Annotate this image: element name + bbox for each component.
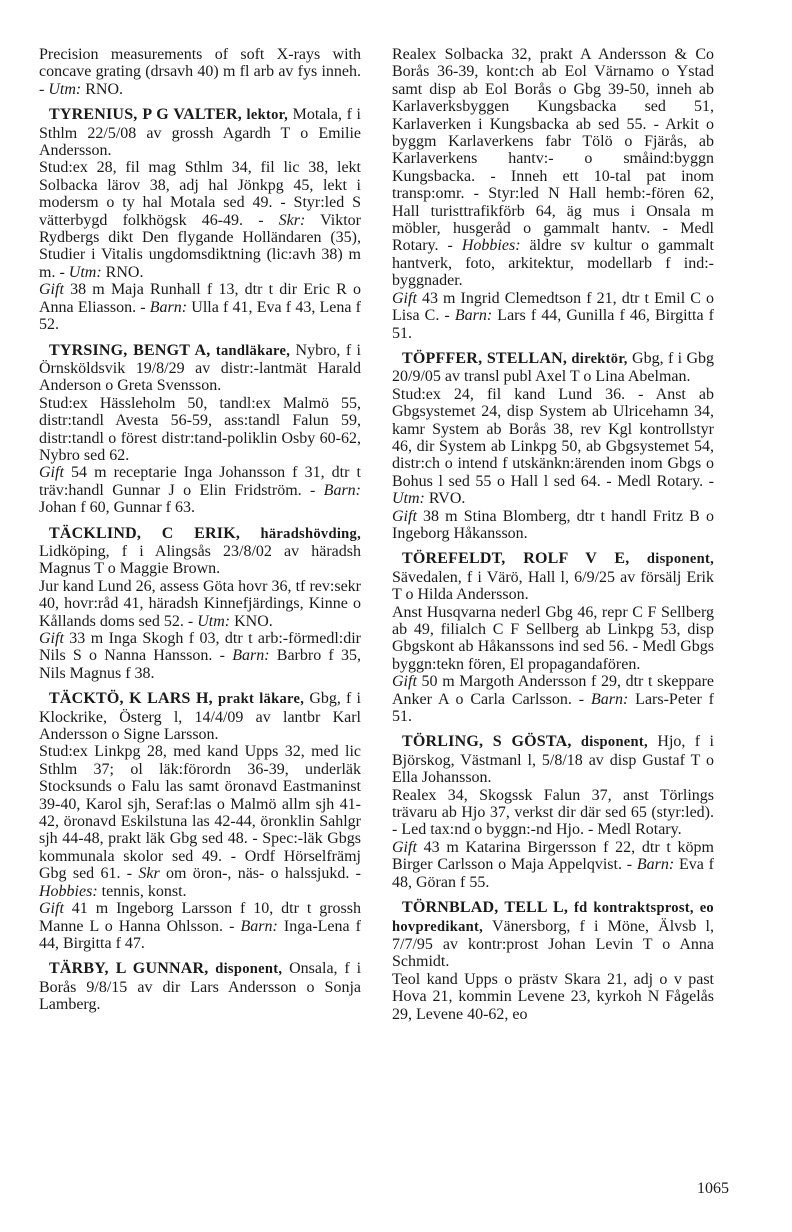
entry-text: om öron-, näs- o halssjukd. - [159,865,362,883]
entry-heading-paragraph [39,690,361,743]
section-label: Gift [392,507,417,525]
entry-heading-paragraph [392,550,714,603]
entry-paragraph [39,395,361,465]
person-title: häradshövding, [240,525,361,542]
entry-heading-paragraph [39,960,361,1013]
biography-entry [39,960,361,1013]
section-label: Barn: [240,917,278,935]
entry-paragraph [392,673,714,725]
entry-text: Stud:ex 28, fil mag Sthlm 34, fil lic 38, lekt Solbacka lärov 38, adj hal Jönkpg 45, lekt i modersm o ty hal Motala sed 49. - Styr:led S vätterbygd folkhögsk 46-49. - [39,159,361,229]
entry-text: Teol kand Upps o prästv Skara 21, adj o v past Hova 21, kommin Levene 23, kyrkoh N Fågelås 29, Levene 40-62, eo [392,970,714,1023]
biography-entry [39,106,361,333]
entry-text: 43 m Ingrid Clemedtson f 21, dtr t Emil C o Lisa C. - [392,289,714,325]
entry-continuation [392,46,714,342]
section-label: Barn: [149,298,188,316]
entry-text: Realex 34, Skogssk Falun 37, anst Törlings trävaru ab Hjo 37, verkst dir där sed 65 (styr:led). - Led tax:nd o byggn:-nd Hjo. - Medl Rotary. [392,786,714,839]
entry-paragraph [39,281,361,333]
entry-text: Jur kand Lund 26, assess Göta hovr 36, tf rev:sekr 40, hovr:råd 41, häradsh Kinnefjärdings, Kinne o Kållands doms sed 52. - [39,577,361,630]
entry-text: Realex Solbacka 32, prakt A Andersson & Co Borås 36-39, kont:ch ab Eol Värnamo o Ystad samt disp ab Eol Borås o Gbg 39-50, inneh ab Karlaverksbyggen Kungsbacka sed 51, Karlaverken i Kungsbacka ab sed 55. - Arkit o byggm Karlaverkens fabr Tölö o Fjärås, ab Karlaverkens hantv:- o småind:byggn Kungsbacka. - Inneh ett 10-tal pat inom transp:omr. - Styr:led N Hall hemb:-fören 62, Hall turisttrafikförb 64, äg mus i Onsala m möbler, husgeråd o gammalt hantv. - Medl Rotary. - [392,46,714,255]
person-name: TÖREFELDT, ROLF V E, [402,550,630,568]
entry-text: 41 m Ingeborg Larsson f 10, dtr t grossh Manne L o Hanna Ohlsson. - [39,900,361,935]
entry-text: 43 m Katarina Birgersson f 22, dtr t köpm Birger Carlsson o Maja Appelqvist. - [392,838,714,874]
entry-text: Viktor Rydbergs dikt Den flygande Holländaren (35), Studier i Vitalis ungdomsdiktning (lic:avh 38) m m. - [39,211,361,281]
left-column [39,46,361,1022]
entry-text: Nybro, f i Örnsköldsvik 19/8/29 av distr:-lantmät Harald Anderson o Greta Svensson. [39,341,361,395]
entry-paragraph [39,900,361,952]
entry-text: 33 m Inga Skogh f 03, dtr t arb:-förmedl:dir Nils S o Nanna Hansson. - [39,630,361,665]
entry-paragraph [392,46,714,290]
section-label: Gift [39,630,64,647]
entry-heading-paragraph [39,525,361,578]
entry-heading-paragraph [392,899,714,971]
person-title: tandläkare, [210,342,291,359]
entry-text: 38 m Stina Blomberg, dtr t handl Fritz B o Ingeborg Håkansson. [392,507,714,542]
entry-text: Gbg, f i Klockrike, Österg l, 14/4/09 av lantbr Karl Andersson o Signe Larsson. [39,690,362,744]
person-title: prakt läkare, [212,691,305,708]
person-name: TÖRNBLAD, TELL L, [402,899,569,917]
person-name: TYRENIUS, P G VALTER, [49,106,242,124]
entry-paragraph [39,743,361,900]
entry-paragraph [392,508,714,543]
entry-text: tennis, konst. [97,882,187,900]
person-name: TÄCKLIND, C ERIK, [49,524,241,542]
person-name: TÖPFFER, STELLAN, [402,349,568,367]
entry-paragraph [392,839,714,891]
entry-text: Onsala, f i Borås 9/8/15 av dir Lars Andersson o Sonja Lamberg. [39,960,362,1014]
section-label: Gift [39,281,64,299]
entry-text: Johan f 60, Gunnar f 63. [39,499,195,517]
section-label: Barn: [636,856,675,874]
entry-text: Stud:ex 24, fil kand Lund 36. - Anst ab Gbgsystemet 24, disp System ab Ulricehamn 34, kamr System ab Borås 38, rev Kgl kontrollstyr 46, dir System ab Linkpg 50, ab Gbgsystemet 54, distr:ch o intend f utskänkn:ärenden inom Gbgs o Bohus l sed 55 o Hall l sed 64. - Medl Rotary. - [392,385,714,490]
entry-text: Stud:ex Linkpg 28, med kand Upps 32, med lic Sthlm 37; ol läk:förordn 36-39, underläk Stocksunds o Falu las samt öronavd Eastmaninst 39-40, Karol sjh, Seraf:las o Malmö allm sjh 41-42, öronavd Eskilstuna las 42-44, öronklin Sahlgr sjh 44-48, prakt läk Gbg sed 48. - Spec:-läk Gbgs kommunala skolor sed 49. - Ordf Hörselfrämj Gbg sed 61. - [39,743,361,883]
biography-entry [39,342,361,517]
section-label: Hobbies: [461,237,521,255]
entry-text: äldre sv kultur o gammalt hantverk, foto, arkitektur, modellarb f ind:-byggnader. [392,237,715,290]
biography-entry [392,899,714,1023]
section-label: Utm: [48,80,82,98]
entry-text: Sävedalen, f i Värö, Hall l, 6/9/25 av försälj Erik T o Hilda Andersson. [392,568,714,604]
person-title: disponent, [208,961,283,978]
biography-entry [392,350,714,542]
person-name: TÄRBY, L GUNNAR, [49,960,209,978]
entry-heading-paragraph [39,106,361,159]
entry-text: RNO. [101,263,144,281]
entry-text: 38 m Maja Runhall f 13, dtr t dir Eric R o Anna Eliasson. - [39,281,361,316]
person-name: TÄCKTÖ, K LARS H, [49,690,213,708]
section-label: Skr: [278,211,306,229]
section-label: Gift [392,289,417,307]
biography-entry [39,690,361,952]
entry-text: Anst Husqvarna nederl Gbg 46, repr C F Sellberg ab 49, filialch C F Sellberg ab Linkpg 53, disp Gbgskont ab Håkanssons ind sed 56. - Medl Gbgs byggn:tekn fören, El propagandafören. [392,603,714,673]
person-title: lektor, [242,107,288,124]
entry-text: Inga-Lena f 44, Birgitta f 47. [39,917,362,952]
entry-paragraph [392,971,714,1023]
section-label: Skr [138,865,160,883]
section-label: Gift [392,673,417,691]
entry-paragraph [39,46,361,98]
entry-text: Hjo, f i Björskog, Västmanl l, 5/8/18 av disp Gustaf T o Ella Johansson. [392,733,715,787]
entry-continuation [39,46,361,98]
entry-text: Vänersborg, f i Möne, Älvsb l, 7/7/95 av kontr:prost Johan Levin T o Anna Schmidt. [392,917,714,971]
section-label: Gift [392,838,417,856]
entry-heading-paragraph [392,350,714,386]
page-number: 1065 [697,1180,729,1197]
entry-heading-paragraph [39,342,361,395]
entry-heading-paragraph [392,733,714,786]
section-label: Barn: [590,690,629,708]
entry-text: 54 m receptarie Inga Johansson f 31, dtr t träv:handl Gunnar J o Elin Fridström. - [39,464,361,499]
entry-paragraph [39,578,361,630]
section-label: Utm: [392,490,425,508]
entry-paragraph [392,386,714,508]
section-label: Utm: [68,263,102,281]
entry-text: 50 m Margoth Andersson f 29, dtr t skeppare Anker A o Carla Carlsson. - [392,673,714,708]
biography-entry [39,525,361,683]
person-name: TÖRLING, S GÖSTA, [402,733,572,751]
section-label: Gift [39,900,64,918]
right-column [392,46,714,1031]
entry-text: Lidköping, f i Alingsås 23/8/02 av häradsh Magnus T o Maggie Brown. [39,542,361,578]
entry-text: KNO. [230,612,273,630]
entry-paragraph [39,464,361,516]
entry-text: Stud:ex Hässleholm 50, tandl:ex Malmö 55, distr:tandl Avesta 56-59, ass:tandl Falun 59, distr:tandl o förest distr:tand-poliklin Osby 60-62, Nybro sed 62. [39,394,361,464]
entry-text: Lars-Peter f 51. [392,690,714,726]
entry-text: Barbro f 35, Nils Magnus f 38. [39,647,362,682]
section-label: Utm: [197,612,231,630]
entry-text: Eva f 48, Göran f 55. [392,856,715,891]
entry-text: Precision measurements of soft X-rays with concave grating (drsavh 40) m fl arb av fys inneh. - [39,46,361,98]
section-label: Gift [39,464,64,482]
section-label: Barn: [323,481,361,499]
biography-entry [392,550,714,725]
entry-text: RVO. [424,490,466,508]
entry-text: Gbg, f i Gbg 20/9/05 av transl publ Axel T o Lina Abelman. [392,349,714,386]
section-label: Hobbies: [39,882,98,900]
person-name: TYRSING, BENGT A, [49,341,211,359]
entry-text: Lars f 44, Gunilla f 46, Birgitta f 51. [392,307,715,342]
entry-paragraph [39,159,361,281]
entry-text: RNO. [81,80,123,98]
entry-text: Ulla f 41, Eva f 43, Lena f 52. [39,298,362,334]
section-label: Barn: [232,647,270,665]
person-title: disponent, [571,734,648,751]
person-title: disponent, [629,551,714,568]
entry-paragraph [392,604,714,674]
person-title: direktör, [567,350,628,367]
person-title: fd kontraktsprost, eo hovpredikant, [392,900,714,935]
entry-paragraph [39,630,361,682]
entry-text: Motala, f i Sthlm 22/5/08 av grossh Agardh T o Emilie Andersson. [39,106,361,160]
entry-paragraph [392,290,714,342]
entry-paragraph [392,787,714,839]
section-label: Barn: [454,307,493,325]
biography-entry [392,733,714,891]
